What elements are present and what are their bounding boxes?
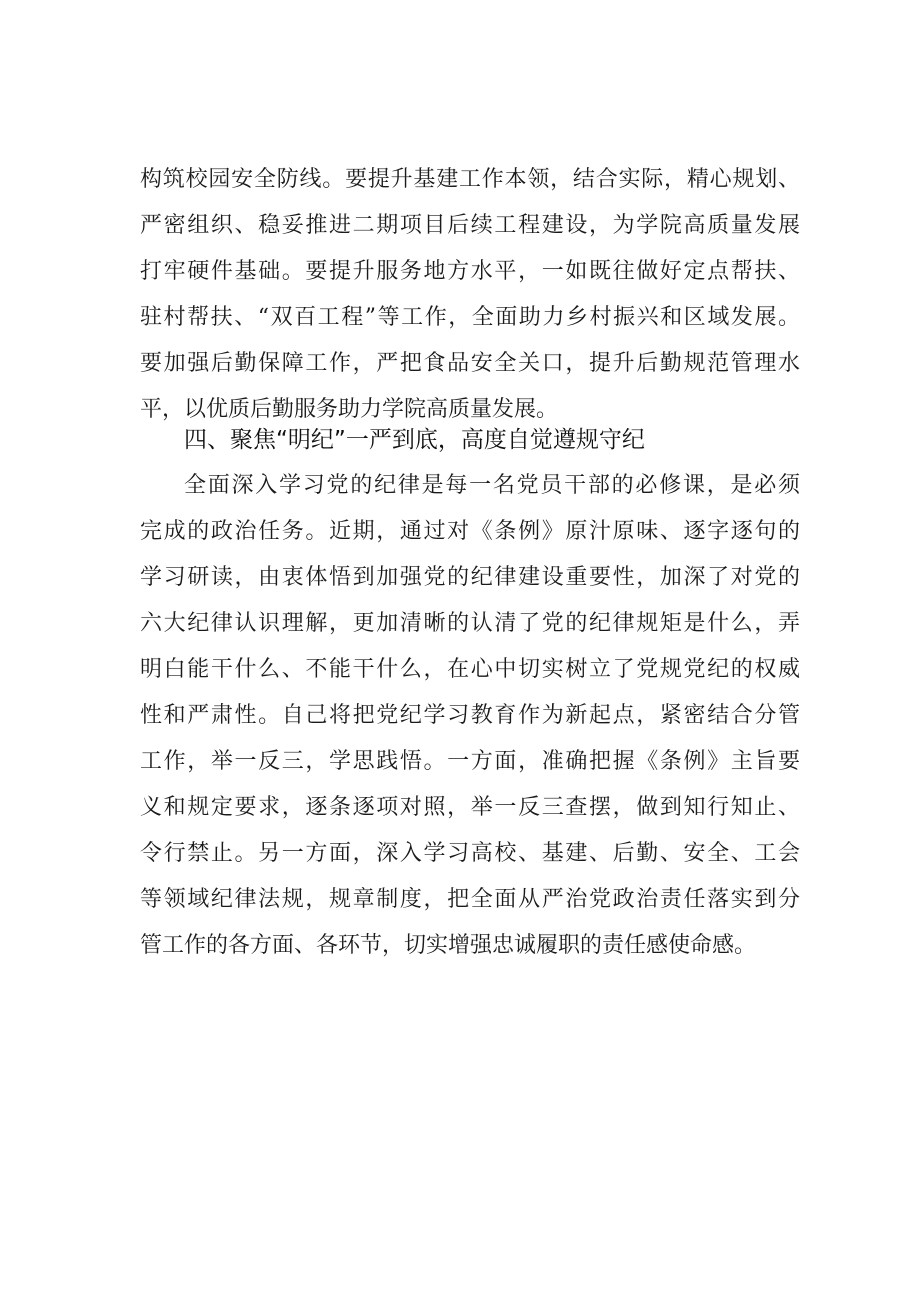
paragraph-line: 完成的政治任务。近期，通过对《条例》原汁原味、逐字逐句的 [140, 519, 800, 544]
paragraph-line: 明白能干什么、不能干什么，在心中切实树立了党规党纪的权威 [140, 657, 800, 682]
paragraph-line: 驻村帮扶、“双百工程”等工作，全面助力乡村振兴和区域发展。 [140, 305, 800, 330]
paragraph-line: 构筑校园安全防线。要提升基建工作本领，结合实际，精心规划、 [140, 167, 800, 192]
paragraph-line: 工作，举一反三，学思践悟。一方面，准确把握《条例》主旨要 [140, 749, 800, 774]
paragraph-line: 管工作的各方面、各环节，切实增强忠诚履职的责任感使命感。 [140, 933, 757, 958]
paragraph-line: 全面深入学习党的纪律是每一名党员干部的必修课，是必须 [184, 473, 800, 498]
section-heading: 四、聚焦“明纪”一严到底，高度自觉遵规守纪 [184, 427, 645, 453]
paragraph-line: 学习研读，由衷体悟到加强党的纪律建设重要性，加深了对党的 [140, 565, 800, 590]
paragraph-line: 等领域纪律法规，规章制度，把全面从严治党政治责任落实到分 [140, 887, 800, 912]
paragraph-line: 性和严肃性。自己将把党纪学习教育作为新起点，紧密结合分管 [140, 703, 800, 728]
paragraph-line: 打牢硬件基础。要提升服务地方水平，一如既往做好定点帮扶、 [140, 259, 800, 284]
paragraph-line: 要加强后勤保障工作，严把食品安全关口，提升后勤规范管理水 [140, 351, 800, 376]
paragraph-line: 严密组织、稳妥推进二期项目后续工程建设，为学院高质量发展 [140, 213, 800, 238]
paragraph-line: 六大纪律认识理解，更加清晰的认清了党的纪律规矩是什么，弄 [140, 611, 800, 636]
paragraph-line: 令行禁止。另一方面，深入学习高校、基建、后勤、安全、工会 [140, 841, 800, 866]
paragraph-line: 平，以优质后勤服务助力学院高质量发展。 [140, 397, 559, 422]
paragraph-line: 义和规定要求，逐条逐项对照，举一反三查摆，做到知行知止、 [140, 795, 800, 820]
